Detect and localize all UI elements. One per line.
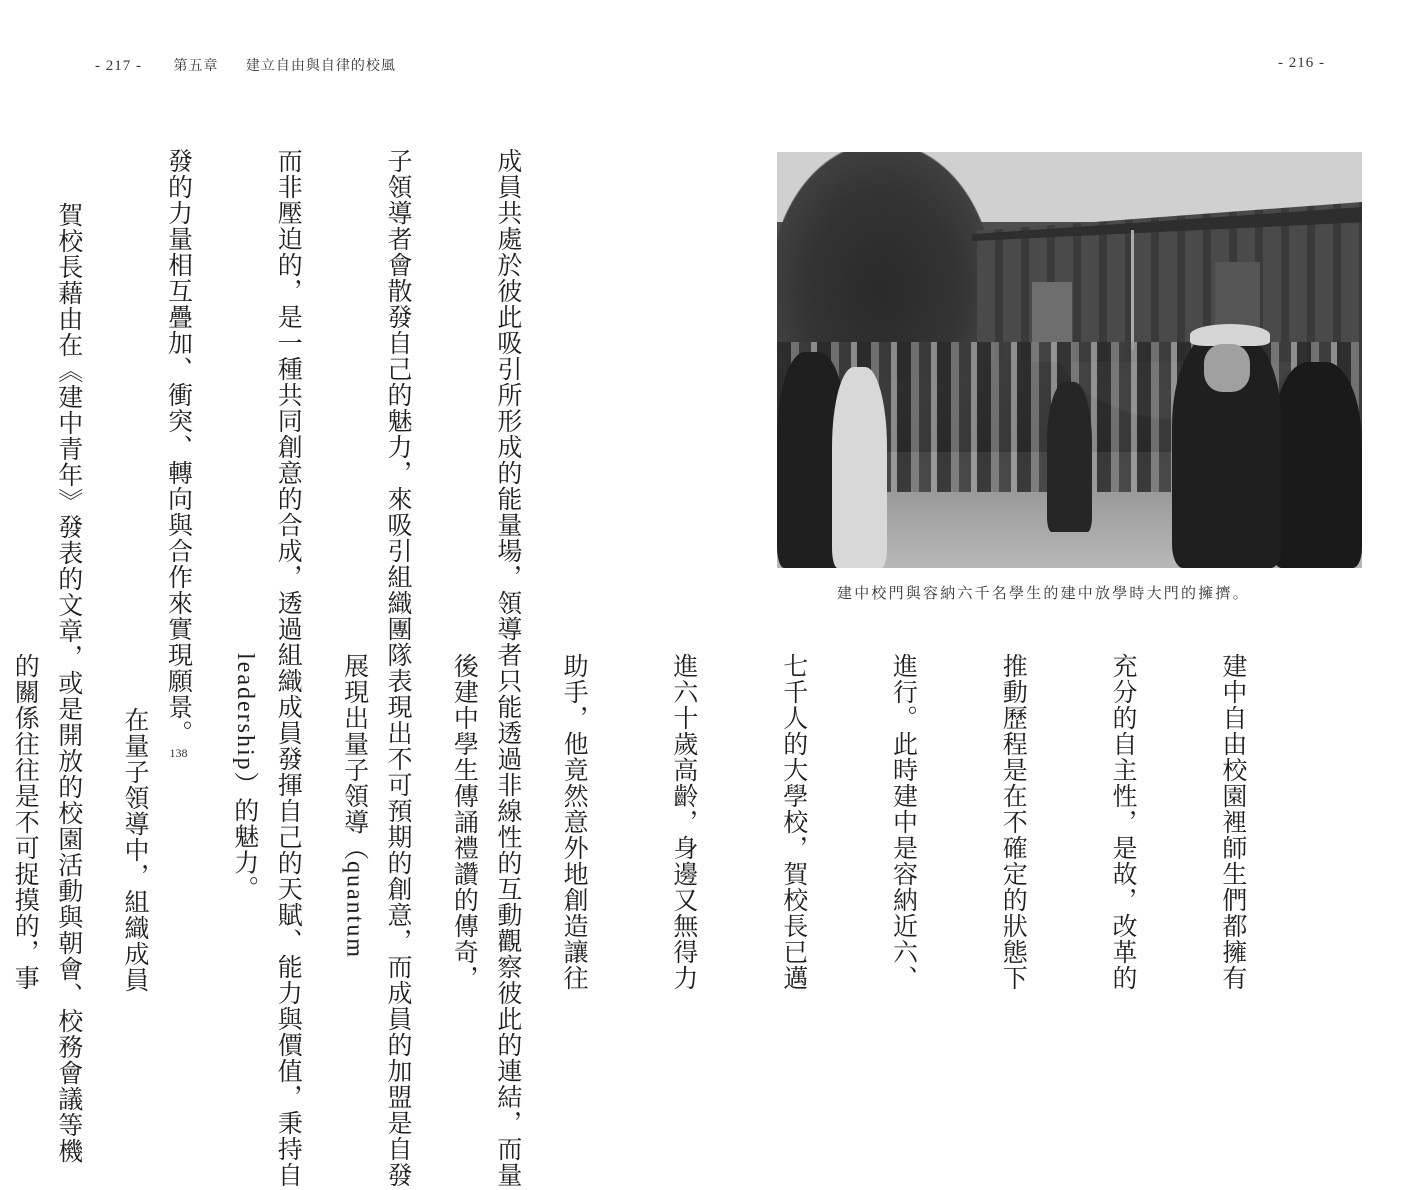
body-text [0, 653, 1324, 993]
chapter-label: 第五章 [173, 58, 219, 74]
text-column-content: 發的力量相互疊加、衝突、轉向與合作來實現願景。 [164, 148, 194, 746]
text-column: 進行。此時建中是容納近六、 [889, 653, 919, 991]
photo-pole [1131, 230, 1134, 350]
chapter-title: 建立自由與自律的校風 [245, 58, 396, 74]
running-head [95, 55, 396, 75]
text-column: 子領導者會散發自己的魅力，來吸引組織團隊表現出不可預期的創意，而成員的加盟是自發 [384, 148, 414, 1188]
text-column-paragraph-start: 賀校長藉由在《建中青年》發表的文章，或是開放的校園活動與朝會、校務會議等機 [54, 202, 84, 1164]
latin-term: quantum [341, 861, 368, 959]
text-column: 建中自由校園裡師生們都擁有 [1218, 653, 1248, 991]
text-column [226, 653, 263, 923]
text-column-content: 展現出量子領導（ [340, 653, 370, 861]
text-column-content: ）的魅力。 [230, 771, 260, 902]
photo-student [1272, 362, 1362, 568]
text-column: 而非壓迫的，是一種共同創意的合成，透過組織成員發揮自己的天賦、能力與價值，秉持自 [274, 148, 304, 1188]
text-column: 助手，他竟然意外地創造讓往 [560, 653, 590, 991]
text-column: 的關係往往是不可捉摸的，事 [11, 653, 41, 991]
photo-student [832, 367, 887, 568]
text-column-paragraph-start: 在量子領導中，組織成員 [121, 707, 150, 993]
photo-student-face [1204, 344, 1250, 392]
photo-student [1047, 382, 1092, 532]
page-number: - 216 - [1278, 55, 1325, 71]
photo-student-foreground [1172, 332, 1282, 568]
text-column: 進六十歲高齡，身邊又無得力 [669, 653, 699, 991]
page-number: - 217 - [95, 58, 142, 74]
text-column: 成員共處於彼此吸引所形成的能量場，領導者只能透過非線性的互動觀察彼此的連結，而量 [493, 148, 523, 1188]
footnote-reference[interactable]: 138 [169, 746, 188, 760]
text-column: 後建中學生傳誦禮讚的傳奇， [450, 653, 480, 991]
photo-student-cap [1190, 324, 1270, 346]
text-column [336, 653, 373, 959]
text-column: 推動歷程是在不確定的狀態下 [999, 653, 1029, 991]
text-column: 充分的自主性，是故，改革的 [1109, 653, 1139, 991]
text-column: 七千人的大學校，賀校長已邁 [779, 653, 809, 991]
school-gate-photo [777, 152, 1362, 568]
photo-caption: 建中校門與容納六千名學生的建中放學時大門的擁擠。 [837, 584, 1250, 602]
latin-term: leadership [231, 653, 258, 772]
